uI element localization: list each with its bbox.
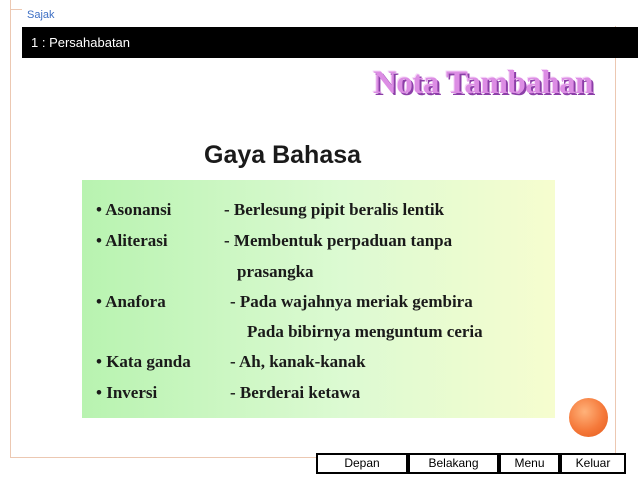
- menu-button[interactable]: Menu: [501, 455, 558, 472]
- list-item: [96, 231, 453, 251]
- item-desc: - Membentuk perpaduan tanpa: [224, 231, 453, 250]
- border-rule-right: [615, 0, 616, 458]
- app-name: Sajak: [27, 9, 55, 21]
- item-term: • Aliterasi: [96, 231, 168, 250]
- item-term: • Inversi: [96, 383, 158, 402]
- list-item: [96, 352, 366, 372]
- item-desc: prasangka: [237, 262, 314, 281]
- item-desc: - Berlesung pipit beralis lentik: [224, 200, 445, 219]
- nota-tambahan-title: Nota Tambahan: [373, 65, 594, 101]
- orange-circle-decoration: [569, 398, 608, 437]
- depan-button[interactable]: Depan: [318, 455, 406, 472]
- list-item: [96, 292, 473, 312]
- title-bar: [22, 27, 638, 58]
- item-desc: - Ah, kanak-kanak: [230, 352, 366, 371]
- header-strip: [22, 0, 638, 26]
- keluar-button[interactable]: Keluar: [562, 455, 624, 472]
- border-rule-left: [10, 0, 11, 458]
- item-desc: - Pada wajahnya meriak gembira: [230, 292, 473, 311]
- item-desc: - Berderai ketawa: [230, 383, 361, 402]
- list-item: [96, 200, 445, 220]
- item-term: • Anafora: [96, 292, 166, 311]
- item-term: • Asonansi: [96, 200, 172, 219]
- section-heading: Gaya Bahasa: [204, 141, 362, 169]
- list-item: [96, 383, 361, 403]
- item-term: • Kata ganda: [96, 352, 191, 371]
- item-desc: Pada bibirnya menguntum ceria: [247, 322, 483, 341]
- title-bar-label: 1 : Persahabatan: [31, 35, 131, 50]
- belakang-button[interactable]: Belakang: [410, 455, 497, 472]
